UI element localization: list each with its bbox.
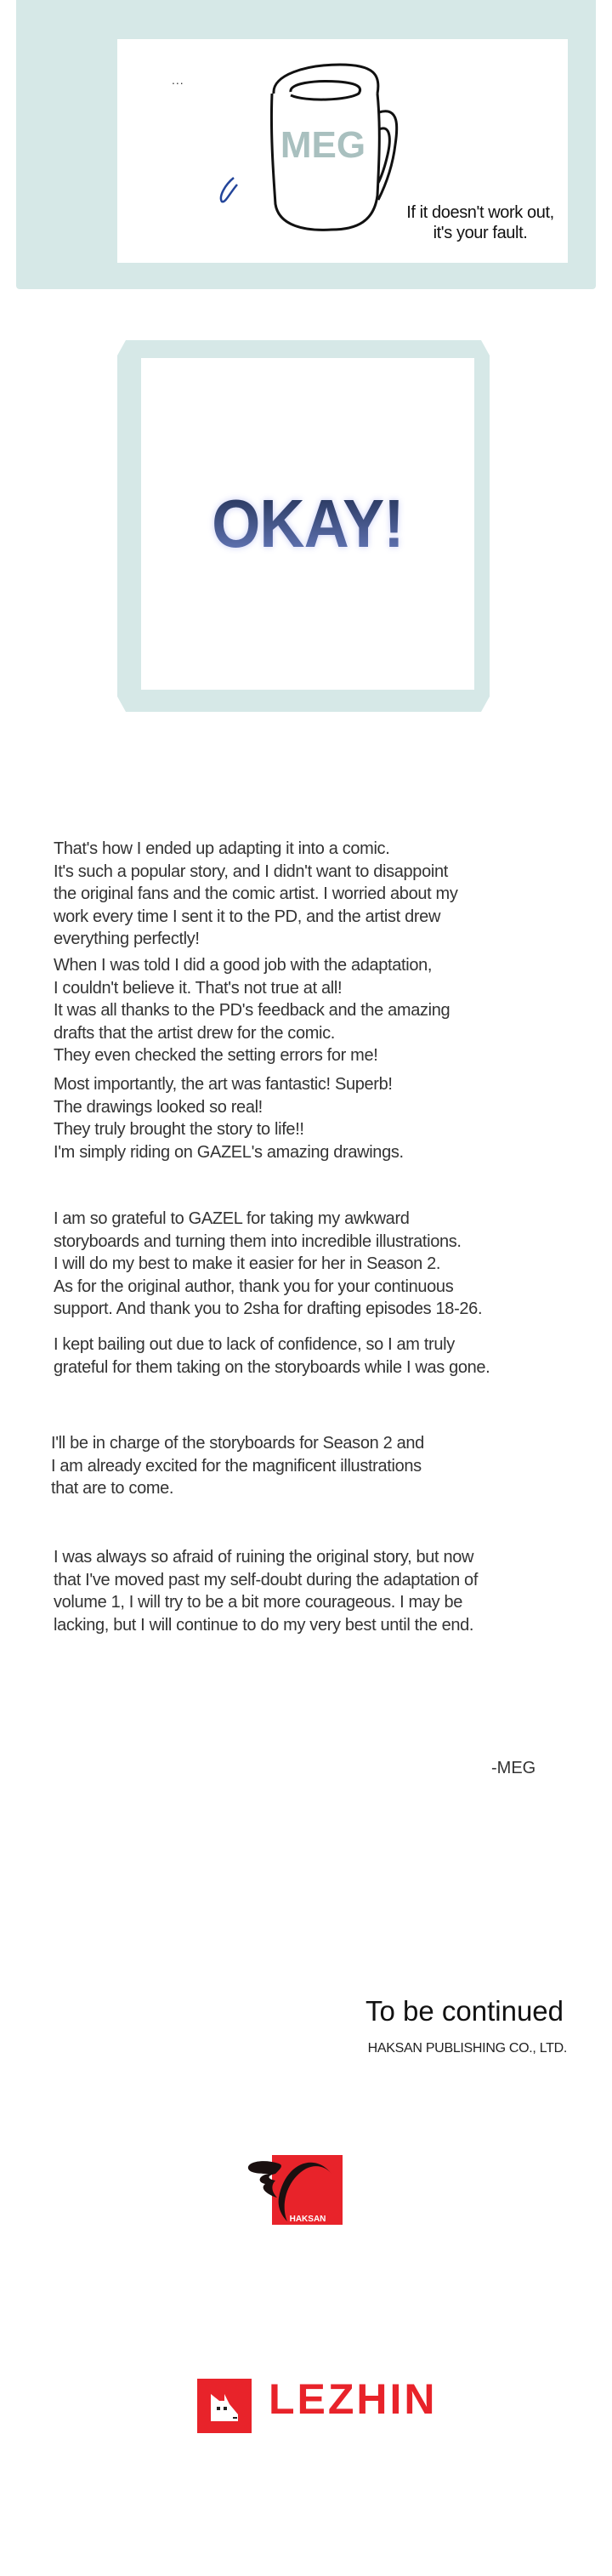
afterword-line: that are to come. [51,1479,174,1498]
afterword-paragraph [51,1432,424,1500]
author-signature: -MEG [491,1759,536,1777]
lezhin-cat-icon [197,2379,252,2433]
afterword-line: storyboards and turning them into incredible illustrations. [54,1231,462,1251]
afterword-line: work every time I sent it to the PD, and the artist drew [54,907,441,926]
afterword-line: lacking, but I will continue to do my very best until the end. [54,1615,474,1635]
afterword-line: I was always so afraid of ruining the original story, but now [54,1548,474,1567]
afterword-line: the original fans and the comic artist. I worried about my [54,884,458,903]
afterword-paragraph [54,1208,482,1321]
afterword-line: that I've moved past my self-doubt during the adaptation of [54,1570,479,1589]
haksan-logo [246,2155,344,2226]
afterword-line: It was all thanks to the PD's feedback and the amazing [54,1001,450,1020]
afterword-line: I will do my best to make it easier for her in Season 2. [54,1254,441,1273]
afterword-paragraph [54,1546,478,1636]
afterword-line: I am so grateful to GAZEL for taking my awkward [54,1209,410,1228]
afterword-line: It's such a popular story, and I didn't want to disappoint [54,862,448,881]
afterword-line: Most importantly, the art was fantastic! Superb! [54,1075,393,1094]
afterword-line: volume 1, I will try to be a bit more courageous. I may be [54,1593,463,1612]
afterword-line: The drawings looked so real! [54,1097,263,1117]
afterword-line: support. And thank you to 2sha for drafting episodes 18-26. [54,1299,483,1318]
afterword-line: I'll be in charge of the storyboards for Season 2 and [51,1434,424,1453]
mug-illustration [255,60,400,238]
afterword-line: I'm simply riding on GAZEL's amazing drawings. [54,1142,404,1162]
afterword-paragraph [54,838,458,951]
caption-line: If it doesn't work out, [406,203,554,222]
mug-label: MEG [280,124,366,166]
afterword-line: I kept bailing out due to lack of confidence, so I am truly [54,1335,455,1354]
afterword-line: As for the original author, thank you for your continuous [54,1277,454,1296]
lezhin-wordmark: LEZHIN [269,2375,438,2423]
afterword-line: When I was told I did a good job with the adaptation, [54,956,433,975]
afterword-line: They truly brought the story to life!! [54,1120,304,1139]
haksan-logo-text: HAKSAN [289,2215,326,2224]
afterword-line: They even checked the setting errors for me! [54,1046,378,1065]
afterword-line: everything perfectly! [54,930,200,948]
panel-caption [400,202,561,243]
okay-exclamation: OKAY! [155,485,462,563]
speech-ellipsis: ... [172,73,184,87]
caption-line: it's your fault. [433,224,528,242]
afterword-line: I couldn't believe it. That's not true at all! [54,978,343,998]
afterword-paragraph [54,1333,490,1379]
afterword-line: I am already excited for the magnificent illustrations [51,1456,422,1476]
afterword-line: grateful for them taking on the storyboards while I was gone. [54,1357,490,1377]
afterword-line: drafts that the artist drew for the comic. [54,1023,335,1043]
to-be-continued: To be continued [365,1995,564,2027]
sweat-drop-icon [217,174,242,205]
afterword-line: That's how I ended up adapting it into a comic. [54,839,390,858]
publisher-name: HAKSAN PUBLISHING CO., LTD. [367,2041,567,2056]
afterword-paragraph [54,954,450,1067]
afterword-paragraph [54,1073,404,1163]
